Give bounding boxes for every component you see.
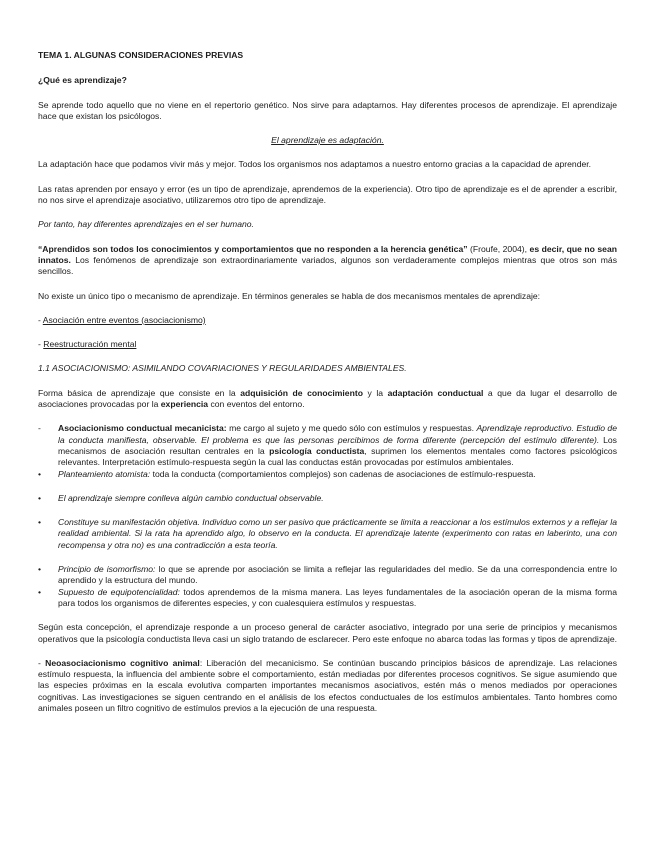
text-bold: Neoasociacionismo cognitivo animal [45, 657, 200, 668]
paragraph-conclusion: Por tanto, hay diferentes aprendizajes en el ser humano. [38, 219, 254, 230]
text-run: Los mecanismos de asociación resultan centrales en la [58, 434, 617, 456]
bullet-list-objective [38, 517, 617, 551]
paragraph-intro: Se aprende todo aquello que no viene en el repertorio genético. Nos sirve para adaptarnos. Hay diferentes procesos de aprendizaje. El aprendizaje hace que existan los psicólogos. [38, 99, 617, 121]
text-italic: El aprendizaje siempre conlleva algún cambio conductual observable. [58, 492, 324, 503]
paragraph-definition [38, 244, 617, 278]
text-run: con eventos del entorno. [208, 399, 305, 410]
text-run: lo que se aprende por asociación se limita a reflejar las regularidades del medio. Se da una correspondencia entre lo aprendido y la estructura del mundo. [58, 564, 617, 586]
text-run: , suprimen los elementos mentales como factores psicológicos relevantes. Interpretación estímulo-respuesta según la cual las conductas están provocadas por estímulos ambientales. [58, 445, 617, 468]
definition-citation: (Froufe, 2004), [467, 243, 530, 254]
text-bold: psicología conductista [269, 445, 365, 456]
question-heading: ¿Qué es aprendizaje? [38, 75, 127, 86]
mechanism-label: Reestructuración mental [43, 339, 137, 350]
text-italic: Aprendizaje reproductivo. Estudio de la conducta manifiesta, observable. El problema es que las personas percibimos de forma diferente (percepción del estímulo diferente). [58, 423, 617, 445]
list-item [38, 493, 617, 504]
paragraph-neoassociationism [38, 658, 617, 714]
text-run: - [38, 657, 46, 668]
mechanism-item-restructuring [38, 339, 617, 350]
list-item [38, 564, 617, 587]
list-item [38, 587, 617, 610]
text-run: toda la conducta (comportamientos complejos) son cadenas de asociaciones de estímulo-respuesta. [150, 468, 536, 479]
text-italic: Planteamiento atomista: [58, 468, 151, 479]
mechanism-prefix: - [38, 314, 43, 325]
paragraph-adaptation: La adaptación hace que podamos vivir más y mejor. Todos los organismos nos adaptamos a nuestro entorno gracias a la capacidad de aprender. [38, 159, 592, 170]
list-item [38, 423, 617, 468]
list-item [38, 517, 617, 551]
text-bold: Asociacionismo conductual mecanicista: [58, 423, 227, 434]
definition-innate: es decir, que no sean innatos. [38, 243, 617, 265]
text-bold: experiencia [160, 399, 209, 410]
definition-quote: “Aprendidos son todos los conocimientos y comportamientos que no responden a la herencia genética” [38, 243, 468, 254]
paragraph-conception: Según esta concepción, el aprendizaje responde a un proceso general de carácter asociativo, integrado por una serie de principios y mecanismos operativos que la psicología conductista lleva casi un siglo tratando de esclarecer. Pero este enfoque no abarca todas las formas y tipos de aprendizaje. [38, 622, 617, 644]
text-run: y la [362, 387, 388, 398]
mechanism-prefix: - [38, 339, 44, 350]
text-italic: Principio de isomorfismo: [58, 564, 156, 575]
text-bold: adaptación conductual [387, 387, 484, 398]
paragraph-mechanisms: No existe un único tipo o mecanismo de aprendizaje. En términos generales se habla de dos mecanismos mentales de aprendizaje: [38, 290, 541, 301]
text-italic: Constituye su manifestación objetiva. Individuo como un ser pasivo que prácticamente se limita a reaccionar a los estímulos externos y a reflejar la realidad ambiental. Si la rata ha aprendido algo, lo observo en la conducta. El aprendizaje latente (experimento con ratas en laberinto, una con recompensa y otra no) es una contradicción a esta teoría. [58, 517, 617, 550]
mechanism-item-association [38, 315, 617, 326]
centered-heading: El aprendizaje es adaptación. [271, 135, 384, 146]
text-italic: Supuesto de equipotencialidad: [58, 586, 180, 597]
text-run: : [199, 657, 203, 668]
text-run: me cargo al sujeto y me quedo sólo con estímulos y respuestas. [226, 423, 477, 434]
bullet-list-principles [38, 564, 617, 609]
bullet-list-observable [38, 493, 617, 504]
section-heading-1-1: 1.1 ASOCIACIONISMO: ASIMILANDO COVARIACIONES Y REGULARIDADES AMBIENTALES. [38, 363, 407, 374]
text-run: todos aprendemos de la misma manera. Las leyes fundamentales de la asociación operan de la misma forma para todos los organismos de diferentes especies, y con cualesquiera estímulos y respuestas. [58, 586, 617, 608]
text-run: Forma básica de aprendizaje que consiste en la [38, 387, 241, 398]
definition-rest: Los fenómenos de aprendizaje son extraordinariamente variados, algunos son verdaderamente complejos mientras que otros son más sencillos. [38, 254, 617, 277]
text-run: a que da lugar el desarrollo de asociaciones provocadas por la [38, 387, 618, 410]
list-item [38, 469, 617, 480]
text-bold: adquisición de conocimiento [240, 387, 363, 398]
paragraph-rats: Las ratas aprenden por ensayo y error (es un tipo de aprendizaje, aprendemos de la experiencia). Otro tipo de aprendizaje es el de aprender a escribir, no nos sirve el aprendizaje asociativo, utilizaremos otro tipo de aprendizaje. [38, 183, 617, 206]
mechanism-label: Asociación entre eventos (asociacionismo) [42, 314, 206, 325]
document-title: TEMA 1. ALGUNAS CONSIDERACIONES PREVIAS [38, 50, 244, 60]
paragraph-basic-form [38, 388, 617, 411]
bullet-list-associationism [38, 423, 617, 479]
text-run: Liberación del mecanicismo. Se continúan buscando principios básicos de aprendizaje. Las relaciones estímulo respuesta, la influencia del ambiente sobre el comportamiento, están mediadas por diferentes procesos cognitivos. Se sigue asumiendo que las especies próximas en la escala evolutiva comparten importantes mecanismos asociativos, estén más o menos mediados por operaciones cognitivas. Las investigaciones se siguen centrando en el análisis de los efectos conductuales de los estímulos ambientales. Tanto hombres como animales poseen un filtro cognitivo de estímulos previos a la ejecución de una respuesta. [38, 657, 617, 713]
